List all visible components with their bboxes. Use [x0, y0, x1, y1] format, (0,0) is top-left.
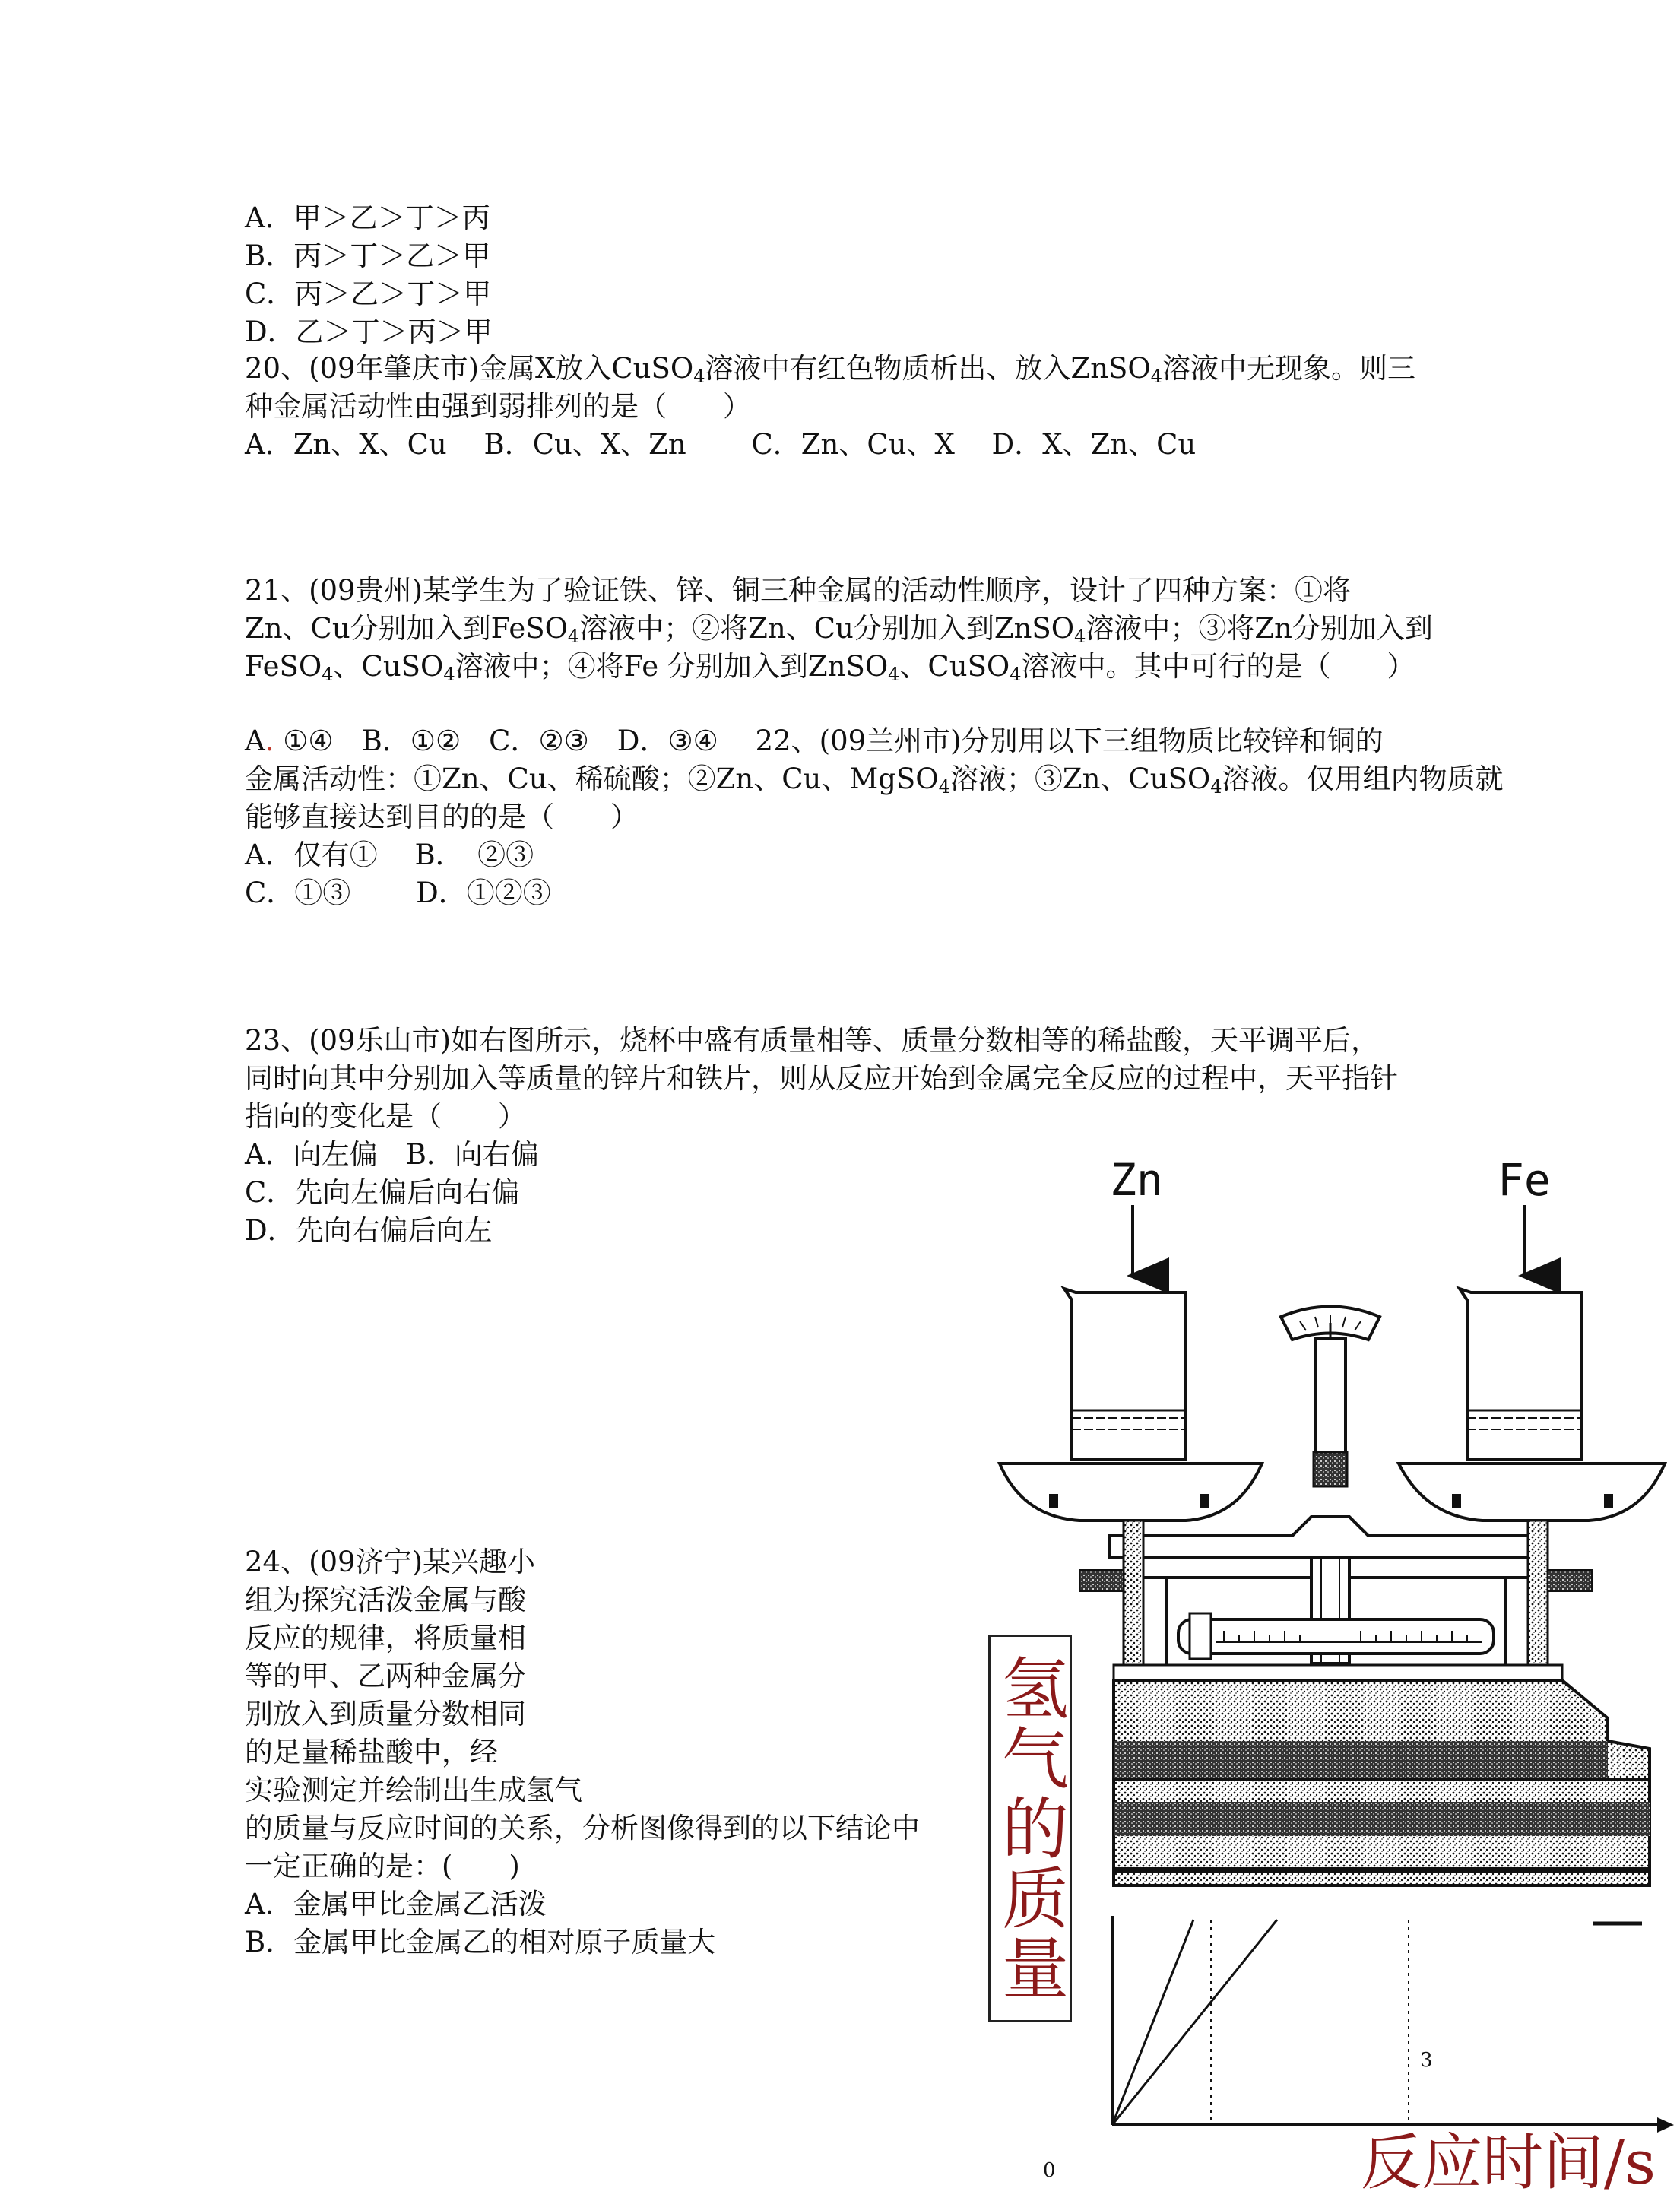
q22-stem-line2: 金属活动性：①Zn、Cu、稀硫酸；②Zn、Cu、MgSO$_4$溶液；③Zn、CuSO$_4$溶液。仅用组内物质就 — [245, 763, 1504, 798]
right-post — [1528, 1521, 1548, 1665]
q21-stem-line2: Zn、Cu分别加入到FeSO$_4$溶液中；②将Zn、Cu分别加入到ZnSO$_4$溶液中；③将Zn分别加入到 — [245, 612, 1433, 647]
q19-option-c: C．丙＞乙＞丁＞甲 — [245, 278, 492, 310]
q24-option-b: B．金属甲比金属乙的相对原子质量大 — [245, 1926, 716, 1958]
q23-option-c: C．先向左偏后向右偏 — [245, 1176, 520, 1209]
left-pan — [1000, 1464, 1262, 1521]
x-axis-label: 反应时间/s — [1361, 2127, 1656, 2198]
q24-line: 反应的规律，将质量相 — [245, 1622, 526, 1654]
series-line-gentle — [1112, 1920, 1277, 2125]
q24-line: 的足量稀盐酸中，经 — [245, 1736, 498, 1768]
tick-label-0: 0 — [1043, 2159, 1056, 2182]
q24-line: 等的甲、乙两种金属分 — [245, 1660, 526, 1692]
q22-options-cd: C．①③ D．①②③ — [245, 877, 551, 909]
q23-stem-line3: 指向的变化是（ ） — [245, 1100, 526, 1133]
series-line-steep — [1112, 1920, 1193, 2125]
balance-beam — [1110, 1517, 1543, 1557]
left-beaker — [1064, 1289, 1186, 1460]
q23-options-ab: A．向左偏 B．向右偏 — [245, 1138, 539, 1171]
sliding-scale — [1178, 1613, 1494, 1659]
q23-stem-line2: 同时向其中分别加入等质量的锌片和铁片，则从反应开始到金属完全反应的过程中，天平指针 — [245, 1062, 1398, 1095]
q21-stem-line3: FeSO$_4$、CuSO$_4$溶液中；④将Fe 分别加入到ZnSO$_4$、CuSO$_4$溶液中。其中可行的是（ ） — [245, 650, 1415, 685]
pointer-dial — [1281, 1307, 1380, 1487]
balance-base — [1114, 1665, 1650, 1885]
tick-label-3: 3 — [1420, 2049, 1433, 2072]
q19-option-a: A．甲＞乙＞丁＞丙 — [245, 201, 490, 234]
hydrogen-graph — [1112, 1916, 1674, 2133]
q24-line: 实验测定并绘制出生成氢气 — [245, 1774, 582, 1806]
zn-label: Zn — [1110, 1154, 1163, 1206]
q24-line: 的质量与反应时间的关系，分析图像得到的以下结论中 — [245, 1812, 920, 1844]
q24-line: 24、(09济宁)某兴趣小 — [245, 1546, 536, 1578]
q19-option-b: B．丙＞丁＞乙＞甲 — [245, 239, 491, 272]
q21-options: A. ①④ B．①② C．②③ D．③④ 22、(09兰州市)分别用以下三组物质比较锌和铜的 — [245, 725, 1384, 757]
right-beaker — [1460, 1289, 1581, 1460]
q19-option-d: D．乙＞丁＞丙＞甲 — [245, 316, 493, 348]
q22-stem-line3: 能够直接达到目的的是（ ） — [245, 801, 639, 833]
q24-option-a: A．金属甲比金属乙活泼 — [245, 1888, 547, 1920]
q20-stem-line1: 20、(09年肇庆市)金属X放入CuSO$_4$溶液中有红色物质析出、放入ZnSO$_4$溶液中无现象。则三 — [245, 352, 1415, 387]
q22-options-ab: A．仅有① B． ②③ — [245, 839, 534, 871]
q23-option-d: D．先向右偏后向左 — [245, 1214, 493, 1247]
y-axis-label-box — [988, 1635, 1072, 2022]
q24-line: 组为探究活泼金属与酸 — [245, 1584, 526, 1616]
q20-options: A．Zn、X、Cu B．Cu、X、Zn C．Zn、Cu、X D．X、Zn、Cu — [245, 428, 1197, 461]
balance-figure — [996, 1140, 1680, 2174]
q24-line: 别放入到质量分数相同 — [245, 1698, 526, 1730]
right-pan — [1399, 1464, 1665, 1521]
left-post — [1124, 1521, 1143, 1665]
fe-label: Fe — [1498, 1154, 1551, 1206]
q23-stem-line1: 23、(09乐山市)如右图所示，烧杯中盛有质量相等、质量分数相等的稀盐酸，天平调平后， — [245, 1024, 1380, 1057]
q20-stem-line2: 种金属活动性由强到弱排列的是（ ） — [245, 390, 751, 423]
q24-line: 一定正确的是：( ) — [245, 1850, 520, 1882]
q21-stem-line1: 21、(09贵州)某学生为了验证铁、锌、铜三种金属的活动性顺序，设计了四种方案：①将 — [245, 574, 1352, 607]
y-axis-label: 氢气的质量 — [991, 1654, 1070, 2003]
